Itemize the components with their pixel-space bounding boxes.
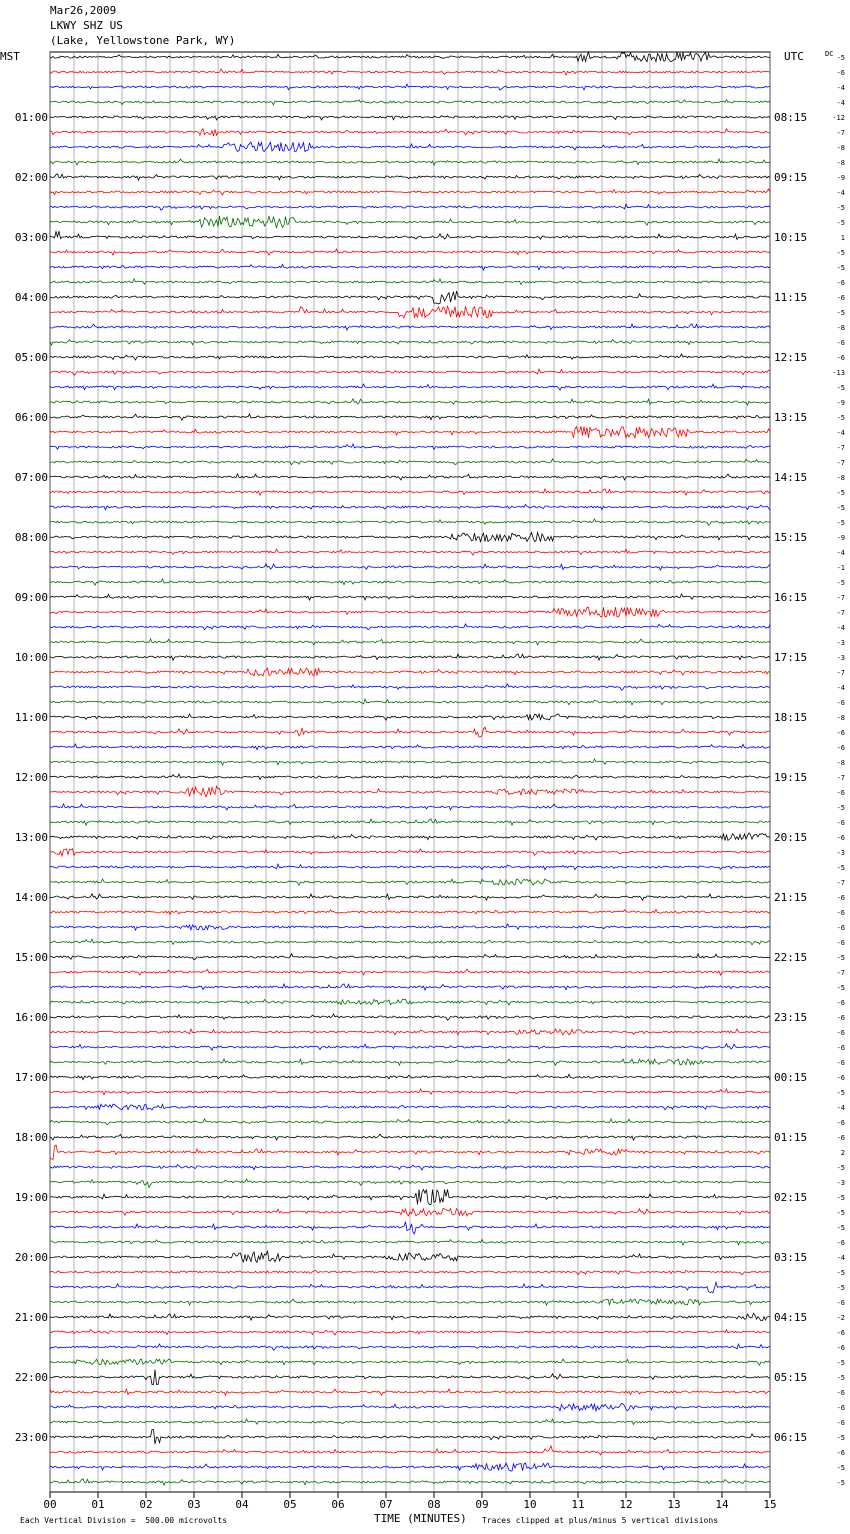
dc-offset-label: -5 bbox=[836, 54, 845, 62]
dc-offset-label: -9 bbox=[836, 399, 845, 407]
x-tick-label: 07 bbox=[379, 1498, 393, 1511]
dc-offset-label: -6 bbox=[836, 1299, 845, 1307]
utc-hour-label: 08:15 bbox=[774, 111, 808, 124]
utc-hour-label: 22:15 bbox=[774, 951, 808, 964]
dc-offset-label: -4 bbox=[836, 429, 845, 437]
mst-hour-label: 22:00 bbox=[14, 1371, 48, 1384]
dc-offset-label: -5 bbox=[836, 489, 845, 497]
dc-offset-label: -6 bbox=[836, 1449, 845, 1457]
utc-hour-label: 10:15 bbox=[774, 231, 808, 244]
dc-offset-label: -6 bbox=[836, 1044, 845, 1052]
dc-offset-label: -5 bbox=[836, 579, 845, 587]
mst-hour-label: 04:00 bbox=[14, 291, 48, 304]
dc-offset-label: -4 bbox=[836, 99, 845, 107]
dc-offset-label: -6 bbox=[836, 69, 845, 77]
dc-offset-label: -5 bbox=[836, 984, 845, 992]
dc-offset-label: -5 bbox=[836, 1464, 845, 1472]
dc-offset-label: -6 bbox=[836, 339, 845, 347]
dc-offset-label: -5 bbox=[836, 309, 845, 317]
dc-offset-label: -5 bbox=[836, 1284, 845, 1292]
dc-offset-label: -8 bbox=[836, 144, 845, 152]
dc-offset-label: -6 bbox=[836, 909, 845, 917]
mst-hour-label: 03:00 bbox=[14, 231, 48, 244]
dc-offset-label: -6 bbox=[836, 279, 845, 287]
utc-hour-label: 04:15 bbox=[774, 1311, 808, 1324]
utc-hour-label: 19:15 bbox=[774, 771, 808, 784]
dc-offset-label: -6 bbox=[836, 1074, 845, 1082]
dc-offset-label: -7 bbox=[836, 459, 845, 467]
dc-offset-label: -5 bbox=[836, 1479, 845, 1487]
dc-offset-label: -5 bbox=[836, 204, 845, 212]
dc-offset-label: -5 bbox=[836, 1269, 845, 1277]
utc-hour-label: 06:15 bbox=[774, 1431, 808, 1444]
dc-offset-label: -7 bbox=[836, 444, 845, 452]
dc-offset-label: -3 bbox=[836, 654, 845, 662]
dc-offset-label: -6 bbox=[836, 1344, 845, 1352]
mst-hour-label: 18:00 bbox=[14, 1131, 48, 1144]
x-tick-label: 05 bbox=[283, 1498, 297, 1511]
dc-offset-label: -6 bbox=[836, 834, 845, 842]
dc-offset-label: -7 bbox=[836, 774, 845, 782]
dc-offset-label: -5 bbox=[836, 804, 845, 812]
utc-hour-label: 00:15 bbox=[774, 1071, 808, 1084]
dc-offset-label: -7 bbox=[836, 609, 845, 617]
dc-offset-label: -6 bbox=[836, 999, 845, 1007]
dc-offset-label: -4 bbox=[836, 1254, 845, 1262]
dc-offset-label: -5 bbox=[836, 1209, 845, 1217]
utc-hour-label: 05:15 bbox=[774, 1371, 808, 1384]
utc-hour-label: 16:15 bbox=[774, 591, 808, 604]
dc-offset-label: -6 bbox=[836, 729, 845, 737]
dc-offset-label: -2 bbox=[836, 1314, 845, 1322]
mst-hour-label: 17:00 bbox=[14, 1071, 48, 1084]
scale-note: Each Vertical Division = 500.00 microvolts bbox=[20, 1516, 228, 1525]
x-tick-label: 15 bbox=[763, 1498, 777, 1511]
dc-offset-label: -5 bbox=[836, 1374, 845, 1382]
mst-hour-label: 05:00 bbox=[14, 351, 48, 364]
dc-offset-label: -6 bbox=[836, 1059, 845, 1067]
dc-offset-label: -8 bbox=[836, 159, 845, 167]
dc-offset-label: -6 bbox=[836, 924, 845, 932]
dc-offset-label: -6 bbox=[836, 1329, 845, 1337]
mst-hour-label: 02:00 bbox=[14, 171, 48, 184]
dc-offset-label: -5 bbox=[836, 1164, 845, 1172]
utc-hour-label: 11:15 bbox=[774, 291, 808, 304]
dc-offset-label: -6 bbox=[836, 1119, 845, 1127]
x-tick-label: 11 bbox=[571, 1498, 585, 1511]
dc-offset-label: -6 bbox=[836, 1134, 845, 1142]
dc-offset-label: -4 bbox=[836, 1104, 845, 1112]
dc-offset-label: -4 bbox=[836, 189, 845, 197]
mst-hour-label: 13:00 bbox=[14, 831, 48, 844]
dc-offset-label: -1 bbox=[836, 564, 845, 572]
dc-offset-label: -5 bbox=[836, 864, 845, 872]
utc-hour-label: 20:15 bbox=[774, 831, 808, 844]
mst-hour-label: 10:00 bbox=[14, 651, 48, 664]
dc-offset-label: -6 bbox=[836, 1419, 845, 1427]
date-label: Mar26,2009 bbox=[50, 4, 117, 17]
x-tick-label: 03 bbox=[187, 1498, 201, 1511]
dc-offset-label: -5 bbox=[836, 504, 845, 512]
mst-hour-label: 06:00 bbox=[14, 411, 48, 424]
utc-hour-label: 17:15 bbox=[774, 651, 808, 664]
mst-hour-label: 15:00 bbox=[14, 951, 48, 964]
mst-hour-label: 14:00 bbox=[14, 891, 48, 904]
mst-hour-label: 01:00 bbox=[14, 111, 48, 124]
dc-offset-label: -6 bbox=[836, 1014, 845, 1022]
utc-hour-label: 14:15 bbox=[774, 471, 808, 484]
utc-hour-label: 02:15 bbox=[774, 1191, 808, 1204]
dc-offset-label: -7 bbox=[836, 129, 845, 137]
dc-offset-label: -6 bbox=[836, 744, 845, 752]
mst-hour-label: 21:00 bbox=[14, 1311, 48, 1324]
dc-offset-label: 2 bbox=[840, 1149, 845, 1157]
mst-hour-label: 16:00 bbox=[14, 1011, 48, 1024]
x-tick-label: 08 bbox=[427, 1498, 441, 1511]
dc-offset-label: -7 bbox=[836, 879, 845, 887]
x-tick-label: 14 bbox=[715, 1498, 729, 1511]
clip-note: Traces clipped at plus/minus 5 vertical divisions bbox=[482, 1516, 719, 1525]
dc-offset-label: -7 bbox=[836, 969, 845, 977]
dc-offset-label: -6 bbox=[836, 699, 845, 707]
dc-offset-label: -5 bbox=[836, 1194, 845, 1202]
dc-offset-label: -5 bbox=[836, 264, 845, 272]
dc-offset-label: -4 bbox=[836, 684, 845, 692]
dc-offset-label: -8 bbox=[836, 714, 845, 722]
utc-hour-label: 23:15 bbox=[774, 1011, 808, 1024]
dc-offset-label: -6 bbox=[836, 939, 845, 947]
dc-offset-label: 1 bbox=[840, 234, 845, 242]
dc-offset-label: -3 bbox=[836, 1179, 845, 1187]
dc-offset-label: -6 bbox=[836, 1239, 845, 1247]
dc-offset-label: -6 bbox=[836, 1389, 845, 1397]
dc-offset-label: -6 bbox=[836, 1404, 845, 1412]
left-axis-label: MST bbox=[0, 50, 20, 63]
x-tick-label: 00 bbox=[43, 1498, 57, 1511]
mst-hour-label: 09:00 bbox=[14, 591, 48, 604]
x-tick-label: 04 bbox=[235, 1498, 249, 1511]
location-label: (Lake, Yellowstone Park, WY) bbox=[50, 34, 236, 47]
dc-offset-label: -5 bbox=[836, 384, 845, 392]
dc-offset-label: -12 bbox=[832, 114, 845, 122]
dc-offset-label: -9 bbox=[836, 174, 845, 182]
dc-offset-label: -6 bbox=[836, 294, 845, 302]
mst-hour-label: 07:00 bbox=[14, 471, 48, 484]
utc-hour-label: 18:15 bbox=[774, 711, 808, 724]
utc-hour-label: 09:15 bbox=[774, 171, 808, 184]
x-tick-label: 02 bbox=[139, 1498, 153, 1511]
dc-offset-label: -4 bbox=[836, 549, 845, 557]
dc-offset-label: -5 bbox=[836, 519, 845, 527]
utc-hour-label: 13:15 bbox=[774, 411, 808, 424]
dc-label: DC bbox=[825, 50, 834, 58]
mst-hour-label: 11:00 bbox=[14, 711, 48, 724]
x-tick-label: 01 bbox=[91, 1498, 105, 1511]
dc-offset-label: -7 bbox=[836, 669, 845, 677]
dc-offset-label: -9 bbox=[836, 534, 845, 542]
mst-hour-label: 12:00 bbox=[14, 771, 48, 784]
dc-offset-label: -5 bbox=[836, 249, 845, 257]
x-tick-label: 12 bbox=[619, 1498, 633, 1511]
dc-offset-label: -3 bbox=[836, 639, 845, 647]
dc-offset-label: -3 bbox=[836, 849, 845, 857]
dc-offset-label: -5 bbox=[836, 954, 845, 962]
x-tick-label: 09 bbox=[475, 1498, 489, 1511]
x-tick-label: 10 bbox=[523, 1498, 537, 1511]
mst-hour-label: 08:00 bbox=[14, 531, 48, 544]
dc-offset-label: -5 bbox=[836, 414, 845, 422]
mst-hour-label: 20:00 bbox=[14, 1251, 48, 1264]
dc-offset-label: -8 bbox=[836, 759, 845, 767]
dc-offset-label: -6 bbox=[836, 894, 845, 902]
dc-offset-label: -5 bbox=[836, 1434, 845, 1442]
mst-hour-label: 23:00 bbox=[14, 1431, 48, 1444]
right-axis-label: UTC bbox=[784, 50, 804, 63]
dc-offset-label: -6 bbox=[836, 354, 845, 362]
dc-offset-label: -8 bbox=[836, 474, 845, 482]
dc-offset-label: -7 bbox=[836, 594, 845, 602]
mst-hour-label: 19:00 bbox=[14, 1191, 48, 1204]
dc-offset-label: -13 bbox=[832, 369, 845, 377]
utc-hour-label: 12:15 bbox=[774, 351, 808, 364]
dc-offset-label: -5 bbox=[836, 1224, 845, 1232]
x-tick-label: 13 bbox=[667, 1498, 681, 1511]
dc-offset-label: -6 bbox=[836, 1029, 845, 1037]
dc-offset-label: -6 bbox=[836, 789, 845, 797]
utc-hour-label: 03:15 bbox=[774, 1251, 808, 1264]
x-axis-title: TIME (MINUTES) bbox=[374, 1512, 467, 1525]
dc-offset-label: -4 bbox=[836, 84, 845, 92]
utc-hour-label: 15:15 bbox=[774, 531, 808, 544]
x-tick-label: 06 bbox=[331, 1498, 345, 1511]
dc-offset-label: -6 bbox=[836, 819, 845, 827]
utc-hour-label: 01:15 bbox=[774, 1131, 808, 1144]
dc-offset-label: -5 bbox=[836, 1359, 845, 1367]
utc-hour-label: 21:15 bbox=[774, 891, 808, 904]
dc-offset-label: -4 bbox=[836, 624, 845, 632]
dc-offset-label: -5 bbox=[836, 1089, 845, 1097]
station-label: LKWY SHZ US bbox=[50, 19, 123, 32]
dc-offset-label: -8 bbox=[836, 324, 845, 332]
dc-offset-label: -5 bbox=[836, 219, 845, 227]
